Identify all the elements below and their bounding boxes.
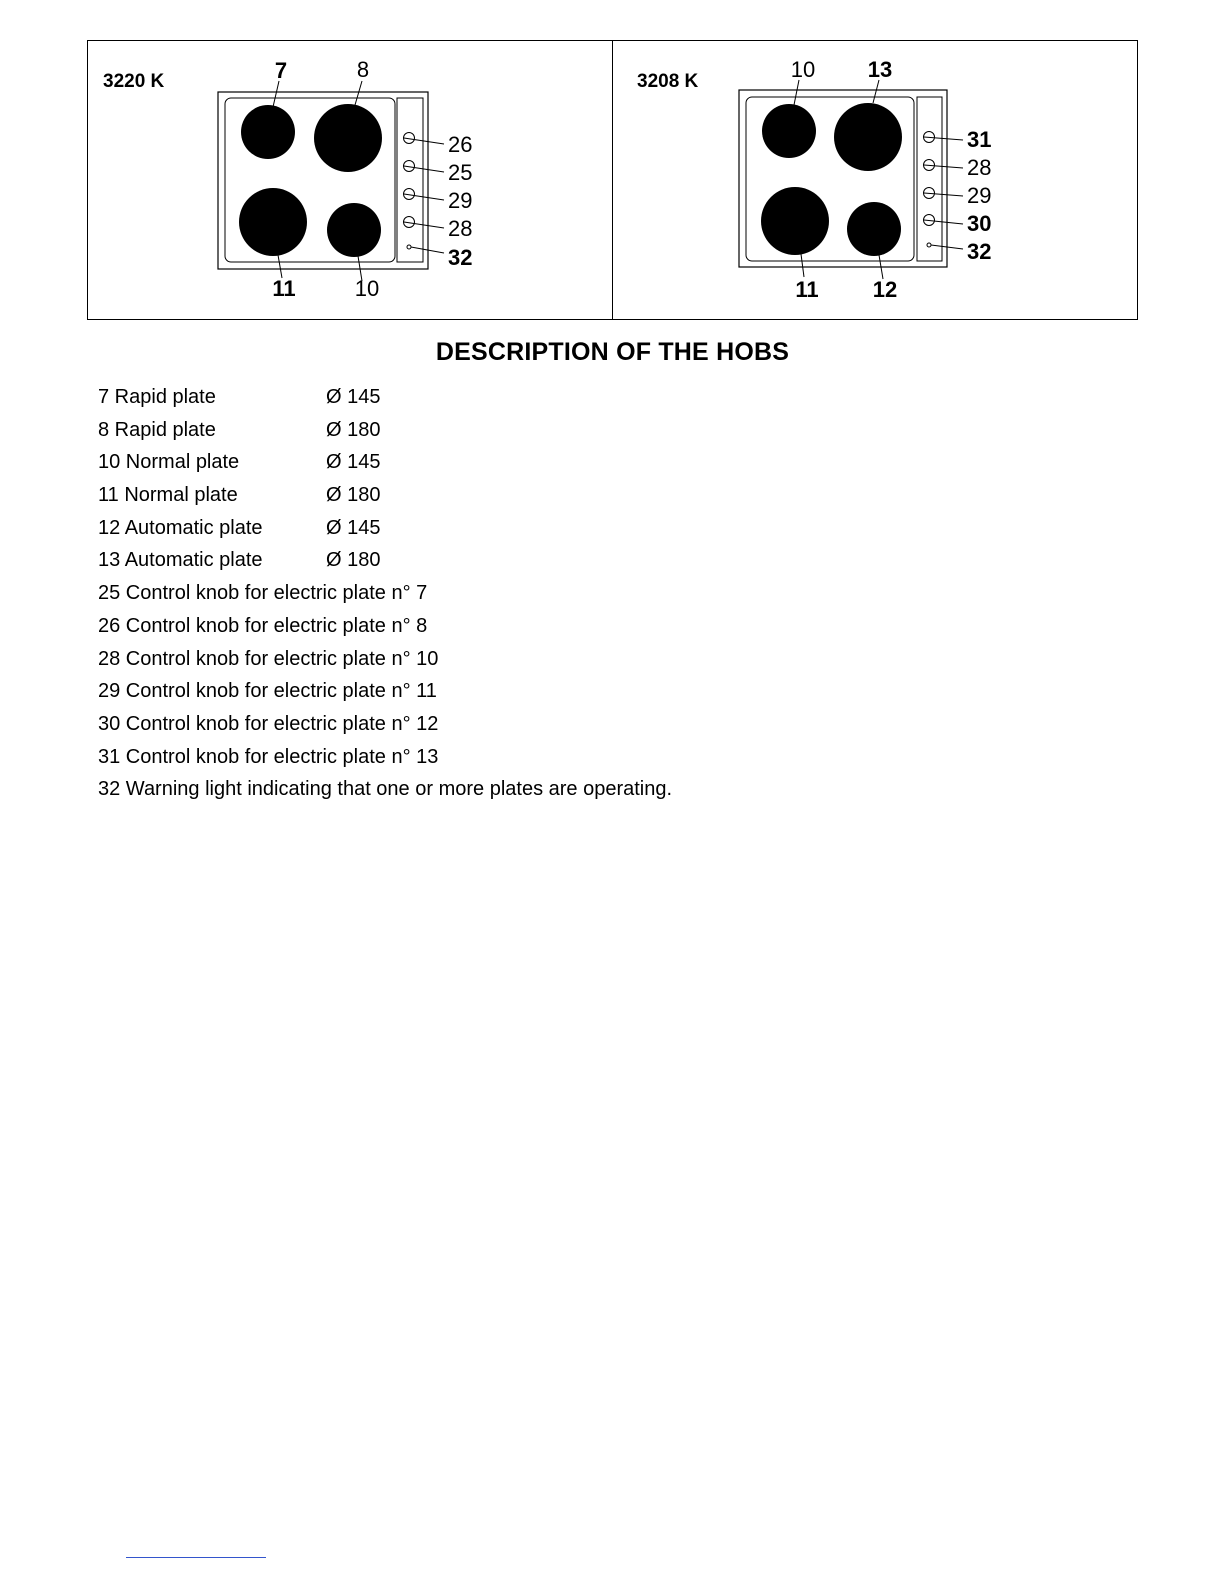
- legend-item-label: 11 Normal plate: [98, 484, 238, 507]
- leader-line: [273, 81, 279, 107]
- model-label: 3220 K: [103, 71, 165, 92]
- legend-item-label: 12 Automatic plate: [98, 516, 263, 539]
- hotplate-11: [239, 188, 307, 256]
- plate-label-bottom-right: 12: [872, 277, 898, 302]
- legend-item: [98, 610, 672, 643]
- legend-item-label: 10 Normal plate: [98, 451, 240, 474]
- hotplate-12: [847, 202, 901, 256]
- plate-label-bottom-left: 11: [795, 277, 819, 302]
- plate-label-top-right: 8: [356, 57, 370, 82]
- legend-item: [98, 544, 672, 577]
- control-strip: [917, 97, 942, 261]
- legend-item-label: 25 Control knob for electric plate n° 7: [98, 582, 428, 605]
- control-label: 25: [448, 160, 473, 185]
- legend-item-label: 26 Control knob for electric plate n° 8: [98, 614, 428, 637]
- legend-item-label: 32 Warning light indicating that one or more plates are operating.: [98, 778, 673, 801]
- control-label: 30: [967, 211, 992, 236]
- legend-item: [98, 381, 672, 414]
- legend-item: [98, 512, 672, 545]
- hotplate-10: [762, 104, 816, 158]
- control-label: 29: [967, 183, 992, 208]
- warning-light-icon: [927, 243, 931, 247]
- legend-item-label: 31 Control knob for electric plate n° 13: [98, 745, 439, 768]
- legend-item: [98, 446, 672, 479]
- hob-diagram-3208k: [613, 41, 1138, 319]
- plate-label-top-left: 7: [274, 58, 288, 83]
- plate-label-bottom-right: 10: [354, 276, 380, 301]
- legend-item-diameter: Ø 145: [326, 386, 381, 408]
- hob-diagram-figure: [87, 40, 1138, 320]
- model-label: 3208 K: [637, 71, 699, 92]
- hob-diagram-3220k: [88, 41, 613, 319]
- leader-line: [278, 255, 282, 278]
- legend-item-label: 8 Rapid plate: [98, 418, 216, 441]
- control-strip: [397, 98, 423, 262]
- legend-item: [98, 708, 672, 741]
- warning-light-icon: [407, 245, 411, 249]
- control-label: 32: [448, 245, 473, 270]
- legend-item-label: 7 Rapid plate: [98, 386, 216, 408]
- control-label: 31: [967, 127, 992, 152]
- leader-line: [873, 80, 879, 103]
- leader-line: [794, 80, 799, 105]
- hotplate-10: [327, 203, 381, 257]
- legend-item-diameter: Ø 180: [326, 418, 381, 441]
- legend-item-diameter: Ø 180: [326, 549, 381, 572]
- legend-item: [98, 414, 672, 447]
- legend-item-label: 30 Control knob for electric plate n° 12: [98, 712, 439, 735]
- legend-item: [98, 741, 672, 774]
- hotplate-11: [761, 187, 829, 255]
- control-label: 29: [448, 188, 473, 213]
- legend-item: [98, 479, 672, 512]
- legend-item: [98, 643, 672, 676]
- legend-item: [98, 577, 672, 610]
- plate-label-top-left: 10: [790, 57, 816, 82]
- legend-item-label: 13 Automatic plate: [98, 549, 263, 572]
- legend-item: [98, 675, 672, 708]
- plate-label-bottom-left: 11: [272, 276, 296, 301]
- legend-item-diameter: Ø 180: [326, 484, 381, 507]
- legend-item-label: 28 Control knob for electric plate n° 10: [98, 647, 439, 670]
- control-label: 32: [967, 239, 992, 264]
- legend-item-diameter: Ø 145: [326, 451, 381, 474]
- leader-line: [801, 254, 804, 277]
- control-label: 28: [967, 155, 992, 180]
- hotplate-8: [314, 104, 382, 172]
- hotplate-13: [834, 103, 902, 171]
- legend-item: [98, 773, 672, 806]
- legend-item-diameter: Ø 145: [326, 516, 381, 539]
- leader-line: [355, 81, 362, 105]
- control-label: 28: [448, 216, 473, 241]
- page-title: DESCRIPTION OF THE HOBS: [435, 338, 790, 366]
- footer-rule: [126, 1557, 266, 1558]
- legend-list: [98, 381, 672, 806]
- legend-item-label: 29 Control knob for electric plate n° 11: [98, 680, 437, 703]
- plate-label-top-right: 13: [867, 57, 893, 82]
- control-label: 26: [448, 132, 473, 157]
- hotplate-7: [241, 105, 295, 159]
